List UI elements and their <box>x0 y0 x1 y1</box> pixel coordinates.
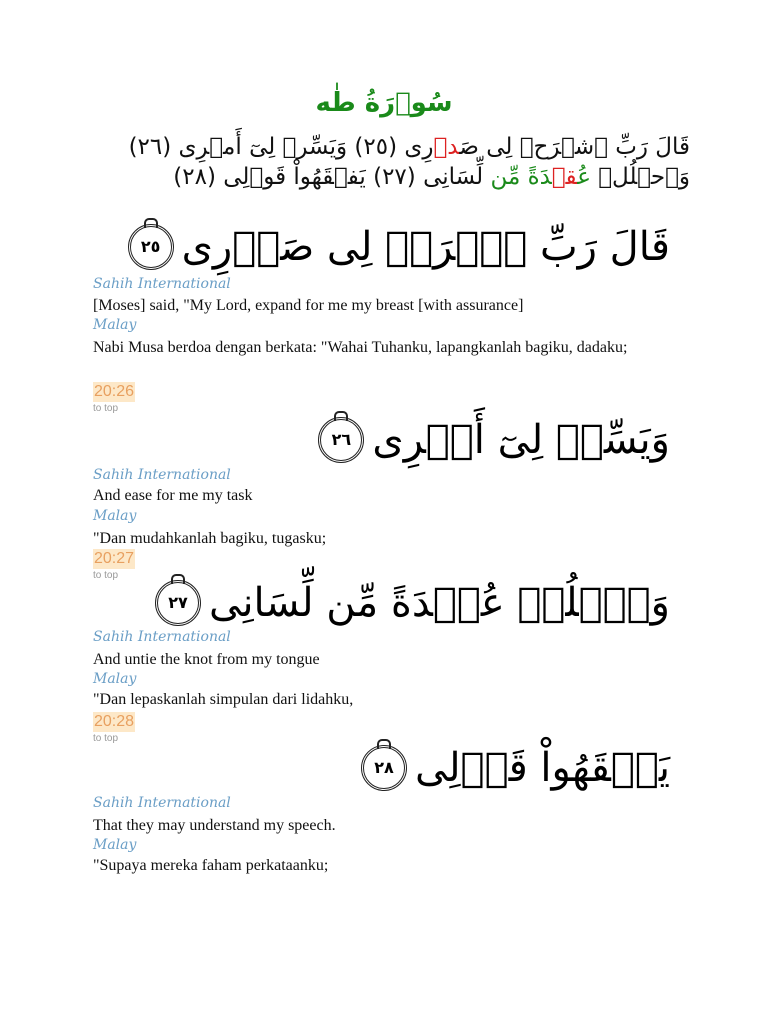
translation-text-en: [Moses] said, "My Lord, expand for me my breast [with assurance] <box>93 297 524 314</box>
ayah-text: يَفۡقَهُواْ قَوۡلِى <box>415 745 670 791</box>
verse-ref-link[interactable]: 20:26 <box>94 383 135 400</box>
to-top-link[interactable]: to top <box>93 403 119 414</box>
verse-ref-link[interactable]: 20:27 <box>94 550 135 567</box>
translation-label-en: Sahih International <box>93 467 231 483</box>
intro-part4: لِّسَانِى (٢٧) يَفۡقَهُواْ قَوۡلِى (٢٨) <box>173 164 491 190</box>
intro-red1: دۡ <box>433 134 460 160</box>
intro-green1: عُ <box>577 164 591 190</box>
intro-part3: دَةً <box>527 164 552 190</box>
translation-label-ms: Malay <box>93 671 137 687</box>
ayah-number-marker: ٢٥ <box>128 224 174 270</box>
verse-ref-link[interactable]: 20:28 <box>94 713 135 730</box>
ayah-calligraphy <box>318 415 670 465</box>
ayah-text: قَالَ رَبِّ ٱشۡرَحۡ لِى صَدۡرِى <box>181 224 670 270</box>
translation-text-ms: Nabi Musa berdoa dengan berkata: "Wahai Tuhanku, lapangkanlah bagiku, dadaku; <box>93 339 628 356</box>
translation-text-en: And ease for me my task <box>93 487 253 504</box>
ayah-calligraphy <box>361 743 670 793</box>
intro-green2: مِّن <box>490 164 528 190</box>
translation-text-en: And untie the knot from my tongue <box>93 651 320 668</box>
to-top-link[interactable]: to top <box>93 733 119 744</box>
translation-label-en: Sahih International <box>93 795 231 811</box>
surah-title: سُوۡرَةُ طٰه <box>315 88 453 118</box>
translation-text-ms: "Dan lepaskanlah simpulan dari lidahku, <box>93 691 354 708</box>
translation-label-en: Sahih International <box>93 276 231 292</box>
arabic-intro <box>110 132 690 192</box>
ayah-number-marker: ٢٧ <box>155 580 201 626</box>
translation-text-ms: "Supaya mereka faham perkataanku; <box>93 857 329 874</box>
ayah-calligraphy <box>155 578 670 628</box>
ayah-calligraphy <box>128 222 670 272</box>
translation-label-en: Sahih International <box>93 629 231 645</box>
ayah-number-marker: ٢٨ <box>361 745 407 791</box>
translation-label-ms: Malay <box>93 508 137 524</box>
translation-text-ms: "Dan mudahkanlah bagiku, tugasku; <box>93 530 327 547</box>
translation-label-ms: Malay <box>93 837 137 853</box>
translation-label-ms: Malay <box>93 317 137 333</box>
translation-text-en: That they may understand my speech. <box>93 817 336 834</box>
ayah-text: وَٱحۡلُلۡ عُقۡدَةً مِّن لِّسَانِى <box>209 580 670 626</box>
intro-red2: قۡ <box>551 164 578 190</box>
intro-part1: قَالَ رَبِّ ٱشۡرَحۡ لِى صَ <box>459 134 690 160</box>
ayah-number-marker: ٢٦ <box>318 417 364 463</box>
ayah-text: وَيَسِّرۡ لِىٓ أَمۡرِى <box>372 417 670 463</box>
intro-part2: رِى (٢٥) وَيَسِّرۡ لِىٓ أَمۡرِى (٢٦) وَٱحۡلُلۡ <box>128 134 690 190</box>
to-top-link[interactable]: to top <box>93 570 119 581</box>
